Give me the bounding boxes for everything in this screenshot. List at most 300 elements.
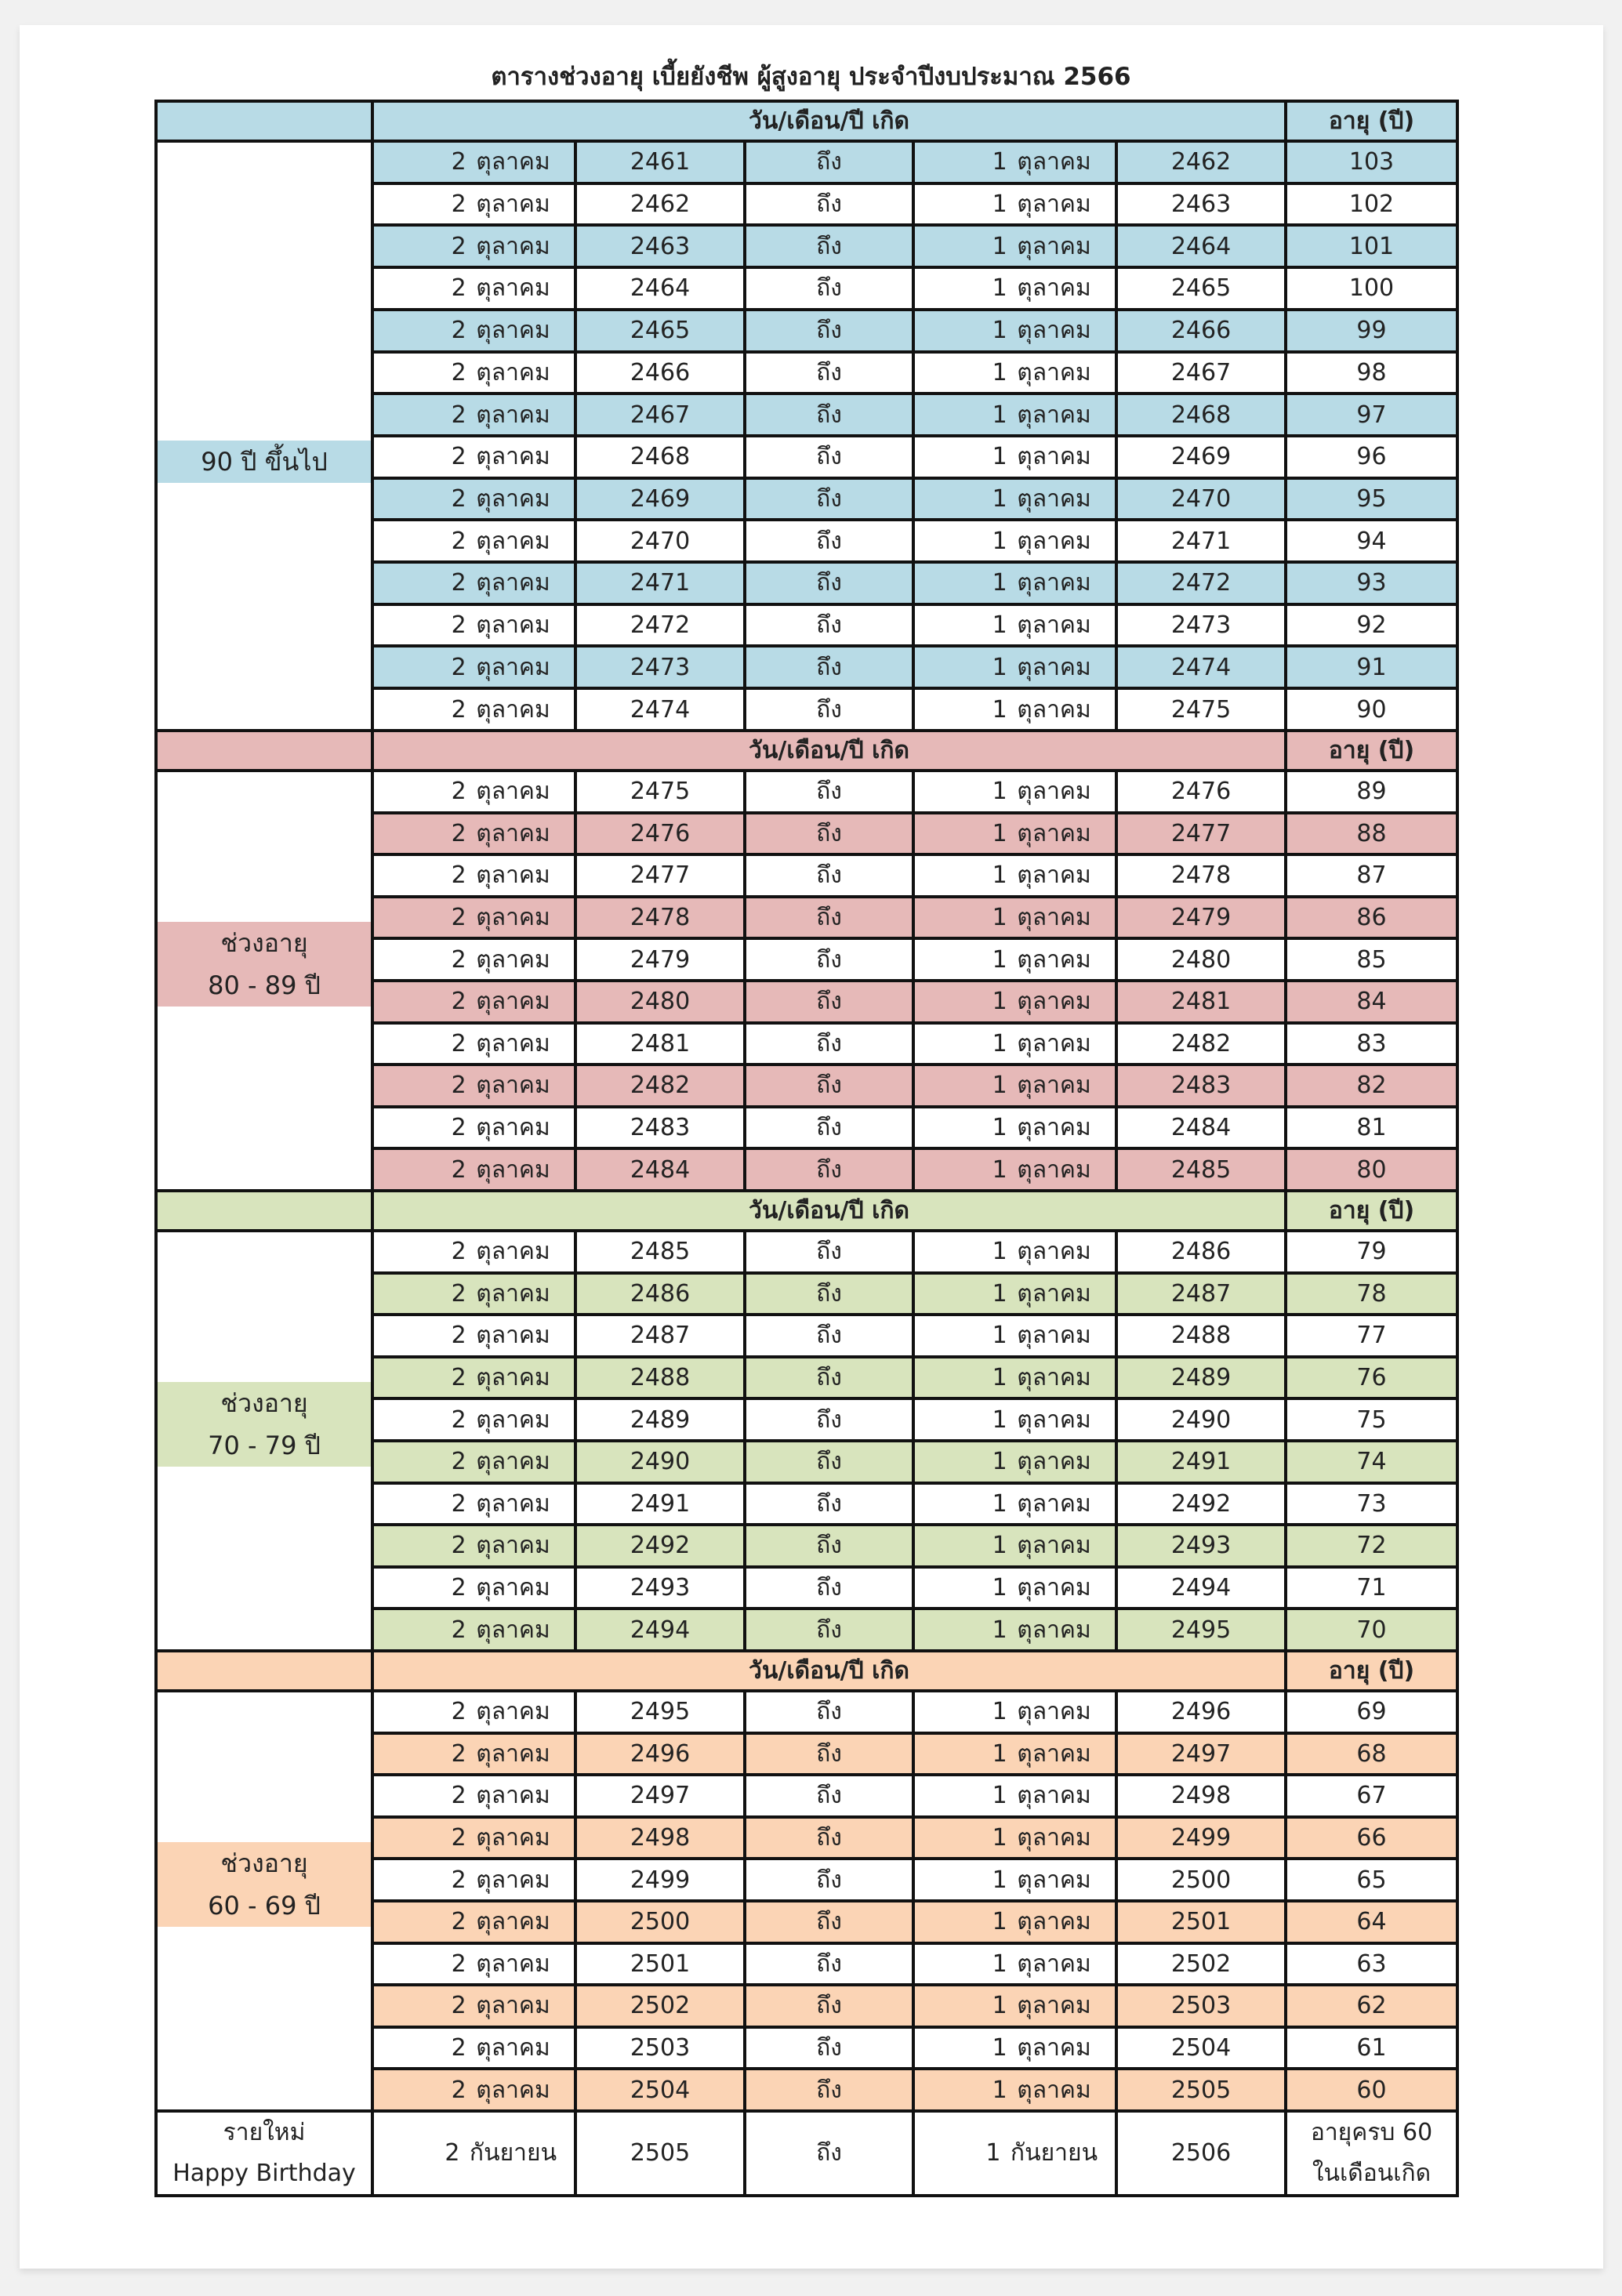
- day-number: 2: [451, 1155, 466, 1184]
- from-year: 2499: [575, 1859, 745, 1901]
- connector-to: ถึง: [745, 562, 913, 604]
- age-group-label-text: 90 ปี ขึ้นไป: [201, 447, 328, 477]
- month-name: ตุลาคม: [476, 358, 550, 386]
- from-date: [372, 1525, 575, 1567]
- from-year: 2462: [575, 183, 745, 226]
- month-name: ตุลาคม: [1017, 1992, 1091, 2020]
- page-title: ตารางช่วงอายุ เบี้ยยังชีพ ผู้สูงอายุ ประจำปีงบประมาณ 2566: [491, 63, 1131, 91]
- from-date: [372, 478, 575, 520]
- from-year: 2503: [575, 2027, 745, 2069]
- from-year: 2498: [575, 1817, 745, 1859]
- day-number: 1: [992, 1448, 1007, 1476]
- to-year: 2475: [1116, 688, 1286, 731]
- age-value: 71: [1286, 1567, 1457, 1609]
- age-value: 75: [1286, 1398, 1457, 1441]
- day-number: 1: [992, 1072, 1007, 1100]
- age-value: 72: [1286, 1525, 1457, 1567]
- from-year: 2486: [575, 1273, 745, 1315]
- month-name: ตุลาคม: [1017, 1950, 1091, 1978]
- to-year: 2484: [1116, 1107, 1286, 1149]
- from-year: 2474: [575, 688, 745, 731]
- day-number: 1: [992, 2076, 1007, 2104]
- to-date: [913, 310, 1116, 352]
- month-name: ตุลาคม: [1017, 611, 1091, 640]
- month-name: ตุลาคม: [476, 1992, 550, 2020]
- table-row: [156, 771, 1457, 813]
- month-name: ตุลาคม: [1017, 1866, 1091, 1894]
- connector-to: ถึง: [745, 981, 913, 1023]
- month-name: ตุลาคม: [1017, 778, 1091, 806]
- to-year: 2499: [1116, 1817, 1286, 1859]
- month-name: ตุลาคม: [476, 1114, 550, 1142]
- connector-to: ถึง: [745, 1901, 913, 1943]
- from-year: 2490: [575, 1441, 745, 1483]
- from-date: [372, 1567, 575, 1609]
- to-year: 2488: [1116, 1315, 1286, 1357]
- month-name: ตุลาคม: [1017, 1279, 1091, 1308]
- day-number: 1: [992, 1992, 1007, 2020]
- day-number: 2: [451, 1322, 466, 1350]
- section-header-row: [156, 101, 1457, 141]
- to-year: 2492: [1116, 1483, 1286, 1525]
- to-date: [913, 1148, 1116, 1191]
- day-number: 2: [451, 1114, 466, 1142]
- month-name: ตุลาคม: [1017, 1322, 1091, 1350]
- age-value: 100: [1286, 267, 1457, 310]
- from-year: 2469: [575, 478, 745, 520]
- to-year: 2503: [1116, 1985, 1286, 2027]
- from-date: [372, 1817, 575, 1859]
- to-year: 2505: [1116, 2069, 1286, 2111]
- day-number: 1: [992, 148, 1007, 176]
- day-number: 1: [992, 819, 1007, 847]
- to-year: 2482: [1116, 1023, 1286, 1065]
- day-number: 1: [992, 653, 1007, 681]
- to-year: 2477: [1116, 813, 1286, 855]
- day-number: 1: [992, 1908, 1007, 1936]
- day-number: 1: [992, 484, 1007, 513]
- to-date: [913, 1733, 1116, 1776]
- age-note-text: อายุครบ 60: [1310, 2119, 1433, 2146]
- from-date: [372, 225, 575, 267]
- from-date: [372, 604, 575, 647]
- to-date: [913, 1775, 1116, 1817]
- from-date: [372, 352, 575, 394]
- to-date: [913, 688, 1116, 731]
- to-date: [913, 938, 1116, 981]
- month-name: ตุลาคม: [1017, 1532, 1091, 1560]
- to-year: 2494: [1116, 1567, 1286, 1609]
- from-year: 2483: [575, 1107, 745, 1149]
- age-value: 92: [1286, 604, 1457, 647]
- age-value: 61: [1286, 2027, 1457, 2069]
- day-number: 1: [992, 1782, 1007, 1810]
- header-age: อายุ (ปี): [1286, 1651, 1457, 1691]
- age-value: 96: [1286, 436, 1457, 478]
- month-name: ตุลาคม: [476, 527, 550, 555]
- day-number: 2: [451, 988, 466, 1016]
- age-group-label-band: [158, 922, 371, 1007]
- age-value: 86: [1286, 897, 1457, 939]
- to-year: 2465: [1116, 267, 1286, 310]
- age-value: 102: [1286, 183, 1457, 226]
- from-date: [372, 1483, 575, 1525]
- day-number: 1: [992, 2034, 1007, 2062]
- age-value: 99: [1286, 310, 1457, 352]
- to-date: [913, 225, 1116, 267]
- month-name: ตุลาคม: [476, 1824, 550, 1852]
- connector-to: ถึง: [745, 1817, 913, 1859]
- connector-to: ถึง: [745, 1943, 913, 1986]
- connector-to: ถึง: [745, 141, 913, 183]
- from-date: [372, 688, 575, 731]
- connector-to: ถึง: [745, 1148, 913, 1191]
- connector-to: ถึง: [745, 1691, 913, 1733]
- to-year: 2483: [1116, 1065, 1286, 1107]
- age-group-label-text: ช่วงอายุ: [220, 1388, 308, 1418]
- to-year: 2486: [1116, 1231, 1286, 1273]
- new-applicants-label: [156, 2111, 372, 2196]
- month-name: ตุลาคม: [476, 569, 550, 597]
- month-name: ตุลาคม: [476, 1364, 550, 1392]
- to-date: [913, 352, 1116, 394]
- age-value: 91: [1286, 646, 1457, 688]
- day-number: 2: [451, 232, 466, 260]
- to-year: 2473: [1116, 604, 1286, 647]
- age-value: 76: [1286, 1357, 1457, 1399]
- day-number: 1: [992, 1489, 1007, 1518]
- from-date: [372, 1985, 575, 2027]
- connector-to: ถึง: [745, 604, 913, 647]
- month-name: ตุลาคม: [476, 148, 550, 176]
- from-year: 2481: [575, 1023, 745, 1065]
- day-number: 2: [451, 904, 466, 932]
- age-value: 70: [1286, 1609, 1457, 1651]
- day-number: 2: [451, 1448, 466, 1476]
- to-year: 2471: [1116, 520, 1286, 562]
- month-name: ตุลาคม: [476, 232, 550, 260]
- connector-to: ถึง: [745, 2111, 913, 2196]
- new-applicants-row: [156, 2111, 1457, 2196]
- month-name: ตุลาคม: [476, 1908, 550, 1936]
- day-number: 2: [451, 527, 466, 555]
- month-name: ตุลาคม: [476, 1739, 550, 1768]
- table-row: [156, 1691, 1457, 1733]
- month-name: ตุลาคม: [1017, 484, 1091, 513]
- from-year: 2470: [575, 520, 745, 562]
- to-date: [913, 981, 1116, 1023]
- day-number: 2: [451, 317, 466, 345]
- from-date: [372, 2069, 575, 2111]
- to-date: [913, 1065, 1116, 1107]
- connector-to: ถึง: [745, 1023, 913, 1065]
- age-note-text: ในเดือนเกิด: [1312, 2160, 1431, 2187]
- to-date: [913, 394, 1116, 436]
- day-number: 1: [992, 611, 1007, 640]
- day-number: 2: [451, 819, 466, 847]
- to-year: 2478: [1116, 854, 1286, 897]
- day-number: 2: [451, 569, 466, 597]
- connector-to: ถึง: [745, 854, 913, 897]
- day-number: 2: [451, 1866, 466, 1894]
- month-name: ตุลาคม: [476, 945, 550, 974]
- from-year: 2465: [575, 310, 745, 352]
- month-name: ตุลาคม: [476, 317, 550, 345]
- from-year: 2489: [575, 1398, 745, 1441]
- connector-to: ถึง: [745, 1775, 913, 1817]
- month-name: ตุลาคม: [1017, 1072, 1091, 1100]
- day-number: 2: [451, 1992, 466, 2020]
- day-number: 1: [992, 1364, 1007, 1392]
- age-group-label: [156, 1231, 372, 1651]
- connector-to: ถึง: [745, 352, 913, 394]
- day-number: 2: [451, 653, 466, 681]
- day-number: 1: [992, 232, 1007, 260]
- connector-to: ถึง: [745, 183, 913, 226]
- month-name: ตุลาคม: [1017, 358, 1091, 386]
- to-date: [913, 1315, 1116, 1357]
- month-name: ตุลาคม: [1017, 1574, 1091, 1602]
- to-date: [913, 1483, 1116, 1525]
- to-date: [913, 1441, 1116, 1483]
- connector-to: ถึง: [745, 1859, 913, 1901]
- table-row: [156, 141, 1457, 183]
- connector-to: ถึง: [745, 897, 913, 939]
- day-number: 2: [451, 190, 466, 219]
- connector-to: ถึง: [745, 1357, 913, 1399]
- to-date: [913, 1273, 1116, 1315]
- age-value: 88: [1286, 813, 1457, 855]
- month-name: ตุลาคม: [476, 819, 550, 847]
- day-number: 1: [992, 443, 1007, 471]
- month-name: ตุลาคม: [1017, 190, 1091, 219]
- from-date: [372, 267, 575, 310]
- from-date: [372, 1315, 575, 1357]
- to-date: [913, 1859, 1116, 1901]
- from-date: [372, 771, 575, 813]
- from-year: 2473: [575, 646, 745, 688]
- day-number: 1: [992, 1574, 1007, 1602]
- month-name: ตุลาคม: [476, 1574, 550, 1602]
- connector-to: ถึง: [745, 520, 913, 562]
- from-date: [372, 1398, 575, 1441]
- age-value: 93: [1286, 562, 1457, 604]
- month-name: ตุลาคม: [1017, 653, 1091, 681]
- day-number: 2: [451, 1072, 466, 1100]
- from-year: 2477: [575, 854, 745, 897]
- month-name: ตุลาคม: [1017, 861, 1091, 890]
- from-year: 2472: [575, 604, 745, 647]
- day-number: 1: [992, 1322, 1007, 1350]
- from-date: [372, 1733, 575, 1776]
- day-number: 2: [451, 695, 466, 724]
- from-year: 2492: [575, 1525, 745, 1567]
- day-number: 1: [992, 1866, 1007, 1894]
- month-name: ตุลาคม: [1017, 988, 1091, 1016]
- month-name: ตุลาคม: [1017, 1698, 1091, 1726]
- to-date: [913, 646, 1116, 688]
- from-date: [372, 813, 575, 855]
- day-number: 1: [992, 401, 1007, 429]
- day-number: 1: [992, 527, 1007, 555]
- day-number: 2: [451, 1698, 466, 1726]
- month-name: ตุลาคม: [476, 988, 550, 1016]
- age-value: 103: [1286, 141, 1457, 183]
- month-name: ตุลาคม: [1017, 1448, 1091, 1476]
- month-name: ตุลาคม: [476, 1029, 550, 1057]
- connector-to: ถึง: [745, 1107, 913, 1149]
- connector-to: ถึง: [745, 225, 913, 267]
- header-birth-date: วัน/เดือน/ปี เกิด: [372, 101, 1286, 141]
- from-date: [372, 1023, 575, 1065]
- age-value: 87: [1286, 854, 1457, 897]
- month-name: ตุลาคม: [476, 1406, 550, 1434]
- month-name: ตุลาคม: [476, 190, 550, 219]
- day-number: 2: [451, 358, 466, 386]
- to-year: 2491: [1116, 1441, 1286, 1483]
- from-date: [372, 938, 575, 981]
- age-group-label-text: ช่วงอายุ: [220, 928, 308, 958]
- day-number: 2: [451, 861, 466, 890]
- from-year: 2480: [575, 981, 745, 1023]
- to-year: 2480: [1116, 938, 1286, 981]
- age-value: 77: [1286, 1315, 1457, 1357]
- connector-to: ถึง: [745, 1609, 913, 1651]
- to-date: [913, 1901, 1116, 1943]
- to-date: [913, 1525, 1116, 1567]
- month-name: ตุลาคม: [476, 484, 550, 513]
- connector-to: ถึง: [745, 267, 913, 310]
- day-number: 1: [992, 1406, 1007, 1434]
- from-year: 2497: [575, 1775, 745, 1817]
- to-year: 2506: [1116, 2111, 1286, 2196]
- age-group-label-text: 80 - 89 ปี: [208, 970, 321, 1000]
- to-year: 2472: [1116, 562, 1286, 604]
- age-value: 67: [1286, 1775, 1457, 1817]
- from-year: 2475: [575, 771, 745, 813]
- day-number: 1: [992, 190, 1007, 219]
- month-name: ตุลาคม: [1017, 1908, 1091, 1936]
- to-date: [913, 1985, 1116, 2027]
- from-date: [372, 1273, 575, 1315]
- from-date: [372, 310, 575, 352]
- connector-to: ถึง: [745, 1441, 913, 1483]
- month-name: ตุลาคม: [1017, 443, 1091, 471]
- to-year: 2469: [1116, 436, 1286, 478]
- month-name: ตุลาคม: [476, 861, 550, 890]
- connector-to: ถึง: [745, 646, 913, 688]
- month-name: ตุลาคม: [1017, 148, 1091, 176]
- age-value: 101: [1286, 225, 1457, 267]
- day-number: 1: [992, 1155, 1007, 1184]
- from-year: 2491: [575, 1483, 745, 1525]
- day-number: 1: [992, 695, 1007, 724]
- day-number: 1: [992, 1824, 1007, 1852]
- day-number: 2: [451, 2076, 466, 2104]
- from-year: 2482: [575, 1065, 745, 1107]
- day-number: 2: [451, 1364, 466, 1392]
- age-group-label: [156, 1691, 372, 2111]
- connector-to: ถึง: [745, 2069, 913, 2111]
- age-group-label-text: ช่วงอายุ: [220, 1848, 308, 1878]
- to-date: [913, 183, 1116, 226]
- connector-to: ถึง: [745, 478, 913, 520]
- day-number: 1: [992, 1532, 1007, 1560]
- month-name: ตุลาคม: [476, 904, 550, 932]
- connector-to: ถึง: [745, 1733, 913, 1776]
- age-value: 79: [1286, 1231, 1457, 1273]
- from-date: [372, 1231, 575, 1273]
- section-header-row: [156, 1651, 1457, 1691]
- age-value: 94: [1286, 520, 1457, 562]
- to-year: 2490: [1116, 1398, 1286, 1441]
- from-year: 2496: [575, 1733, 745, 1776]
- to-date: [913, 520, 1116, 562]
- month-name: ตุลาคม: [476, 1322, 550, 1350]
- day-number: 2: [451, 778, 466, 806]
- from-year: 2468: [575, 436, 745, 478]
- age-value: 82: [1286, 1065, 1457, 1107]
- from-year: 2464: [575, 267, 745, 310]
- age-note: [1286, 2111, 1457, 2196]
- day-number: 2: [451, 2034, 466, 2062]
- day-number: 2: [451, 1574, 466, 1602]
- month-name: ตุลาคม: [476, 1155, 550, 1184]
- month-name: ตุลาคม: [1017, 2034, 1091, 2062]
- from-year: 2502: [575, 1985, 745, 2027]
- to-year: 2504: [1116, 2027, 1286, 2069]
- from-date: [372, 562, 575, 604]
- day-number: 1: [992, 358, 1007, 386]
- month-name: ตุลาคม: [476, 1448, 550, 1476]
- from-year: 2495: [575, 1691, 745, 1733]
- month-name: ตุลาคม: [476, 1072, 550, 1100]
- month-name: ตุลาคม: [1017, 1155, 1091, 1184]
- from-year: 2478: [575, 897, 745, 939]
- header-birth-date: วัน/เดือน/ปี เกิด: [372, 1651, 1286, 1691]
- to-year: 2470: [1116, 478, 1286, 520]
- from-year: 2500: [575, 1901, 745, 1943]
- from-date: [372, 897, 575, 939]
- to-date: [913, 1357, 1116, 1399]
- age-group-label: [156, 141, 372, 731]
- to-date: [913, 436, 1116, 478]
- month-name: ตุลาคม: [476, 778, 550, 806]
- month-name: ตุลาคม: [1017, 527, 1091, 555]
- month-name: ตุลาคม: [476, 1616, 550, 1644]
- day-number: 1: [992, 1029, 1007, 1057]
- new-applicants-label-text: Happy Birthday: [172, 2160, 356, 2187]
- to-year: 2493: [1116, 1525, 1286, 1567]
- to-date: [913, 1398, 1116, 1441]
- to-date: [913, 813, 1116, 855]
- section-header-blank: [156, 1191, 372, 1231]
- day-number: 2: [451, 1279, 466, 1308]
- day-number: 2: [451, 611, 466, 640]
- day-number: 1: [992, 1950, 1007, 1978]
- day-number: 2: [451, 1406, 466, 1434]
- age-value: 69: [1286, 1691, 1457, 1733]
- month-name: ตุลาคม: [1017, 274, 1091, 303]
- day-number: 2: [451, 484, 466, 513]
- to-year: 2487: [1116, 1273, 1286, 1315]
- age-value: 73: [1286, 1483, 1457, 1525]
- to-year: 2463: [1116, 183, 1286, 226]
- connector-to: ถึง: [745, 1065, 913, 1107]
- age-value: 60: [1286, 2069, 1457, 2111]
- from-date: [372, 1859, 575, 1901]
- section-header-row: [156, 1191, 1457, 1231]
